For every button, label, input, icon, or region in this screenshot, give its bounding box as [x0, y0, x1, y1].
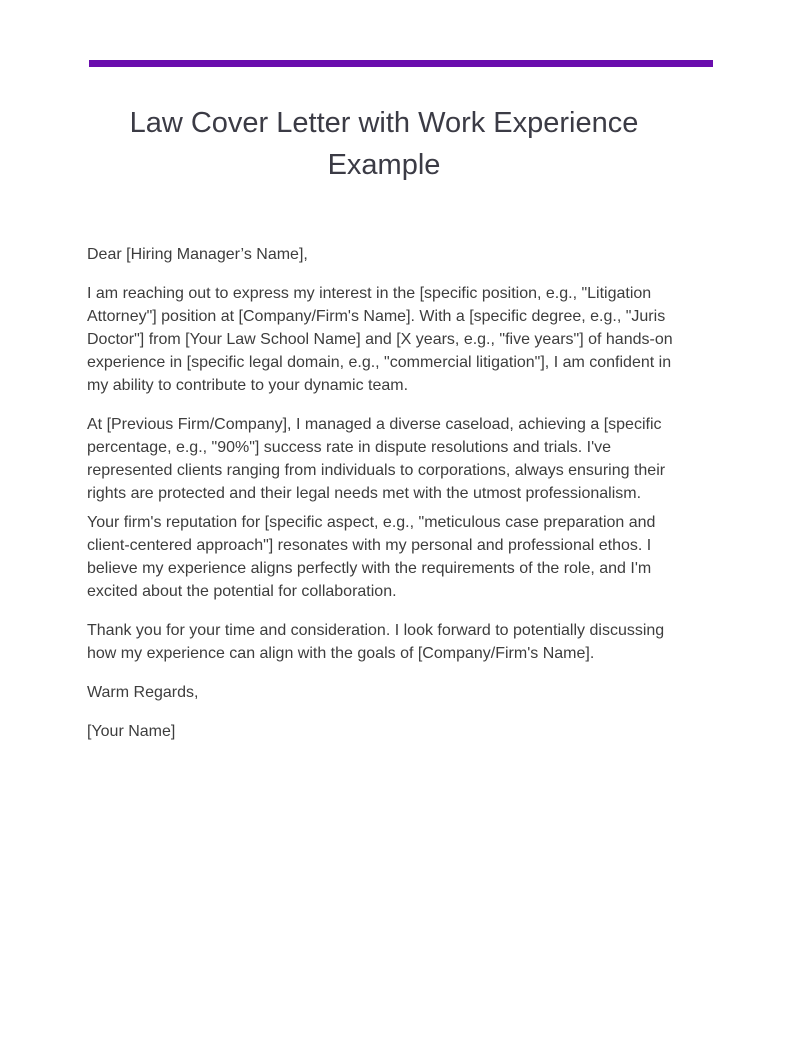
closing: Warm Regards, — [87, 684, 199, 701]
paragraph-experience: At [Previous Firm/Company], I managed a diverse caseload, achieving a [specific percentage, e.g., "90%"] success rate in dispute resolutions and trials. I've represented clients ranging from individuals to corporations, always ensuring their rights are protected and their legal needs met with the utmost professionalism. — [87, 416, 666, 502]
paragraph-thanks: Thank you for your time and consideration. I look forward to potentially discussing how my experience can align with the goals of [Company/Firm's Name]. — [87, 622, 665, 662]
letter-body — [87, 243, 687, 759]
page-title: Law Cover Letter with Work Experience Example — [129, 107, 639, 181]
paragraph-firm-fit: Your firm's reputation for [specific aspect, e.g., "meticulous case preparation and client-centered approach"] resonates with my personal and professional ethos. I believe my experience aligns perfectly with the requirements of the role, and I'm excited about the potential for collaboration. — [87, 514, 656, 600]
signature: [Your Name] — [87, 723, 176, 740]
accent-bar — [89, 60, 713, 67]
salutation: Dear [Hiring Manager’s Name], — [87, 246, 308, 263]
paragraph-intro: I am reaching out to express my interest in the [specific position, e.g., "Litigation Attorney"] position at [Company/Firm's Name]. With a [specific degree, e.g., "Juris Doctor"] from [Your Law School Name] and [X years, e.g., "five years"] of hands-on experience in [specific legal domain, e.g., "commercial litigation"], I am confident in my ability to contribute to your dynamic team. — [87, 285, 673, 394]
